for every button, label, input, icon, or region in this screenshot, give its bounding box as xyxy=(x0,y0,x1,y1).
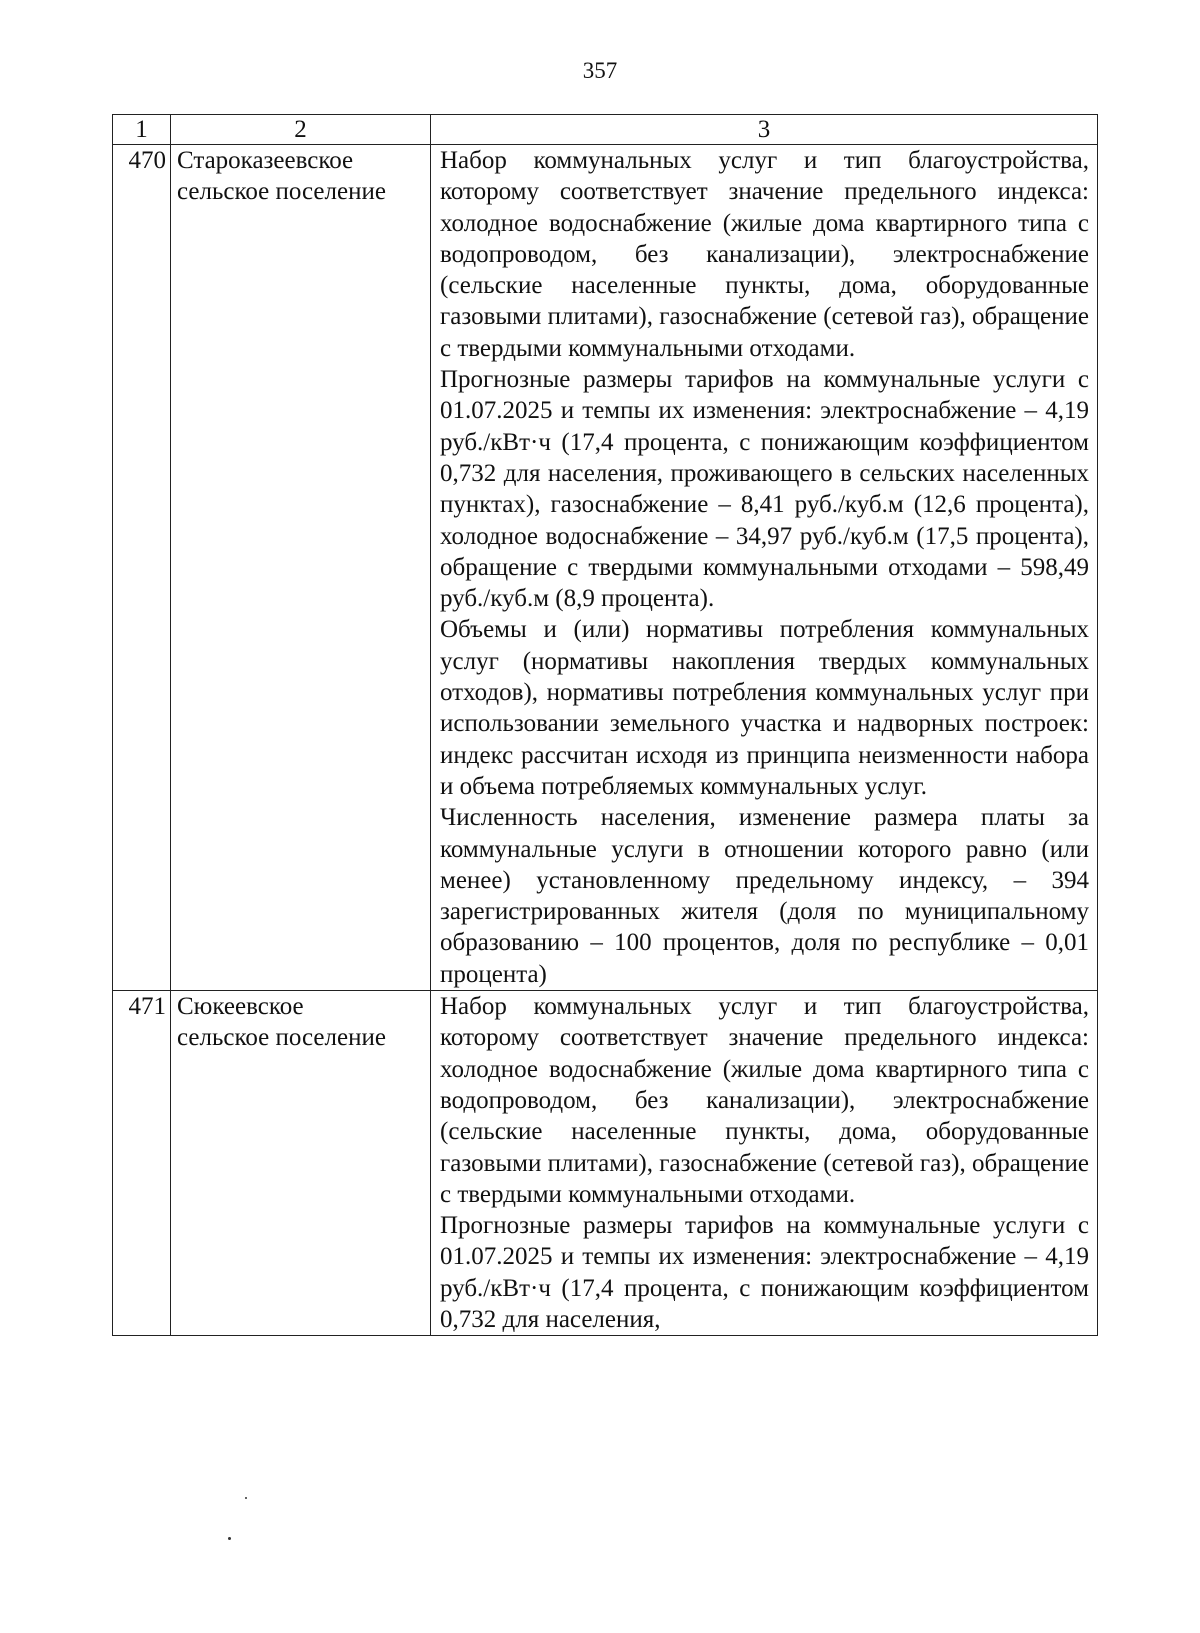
municipality-name-line-1: Сюкеевское xyxy=(177,993,304,1021)
column-header-1: 1 xyxy=(113,115,171,145)
tariffs-paragraph: Прогнозные размеры тарифов на коммунальные услуги с 01.07.2025 и темпы их изменения: электроснабжение – 4,19 руб./кВт·ч (17,4 процента, с понижающим коэффициентом 0,732 для населения, xyxy=(440,1212,1089,1333)
column-header-3: 3 xyxy=(431,115,1098,145)
description-cell xyxy=(431,991,1098,1336)
population-paragraph: Численность населения, изменение размера платы за коммунальные услуги в отношении которого равно (или менее) установленному предельному индексу, – 394 зарегистрированных жителя (доля по муниципальному образованию – 100 процентов, доля по республике – 0,01 процента) xyxy=(440,804,1089,988)
services-paragraph: Набор коммунальных услуг и тип благоустройства, которому соответствует значение предельного индекса: холодное водоснабжение (жилые дома квартирного типа с водопроводом, без канализации), электроснабжение (сельские населенные пункты, дома, оборудованные газовыми плитами), газоснабжение (сетевой газ), обращение с твердыми коммунальными отходами. xyxy=(440,993,1089,1208)
services-paragraph: Набор коммунальных услуг и тип благоустройства, которому соответствует значение предельного индекса: холодное водоснабжение (жилые дома квартирного типа с водопроводом, без канализации), электроснабжение (сельские населенные пункты, дома, оборудованные газовыми плитами), газоснабжение (сетевой газ), обращение с твердыми коммунальными отходами. xyxy=(440,147,1089,362)
column-header-2: 2 xyxy=(171,115,431,145)
municipality-name-line-2: сельское поселение xyxy=(177,1024,386,1052)
description-cell xyxy=(431,145,1098,991)
norms-paragraph: Объемы и (или) нормативы потребления коммунальных услуг (нормативы накопления твердых коммунальных отходов), нормативы потребления коммунальных услуг при использовании земельного участка и надворных построек: индекс рассчитан исходя из принципа неизменности набора и объема потребляемых коммунальных услуг. xyxy=(440,616,1089,800)
municipality-name xyxy=(171,145,431,991)
table-header-row xyxy=(113,115,1098,145)
tariffs-paragraph: Прогнозные размеры тарифов на коммунальные услуги с 01.07.2025 и темпы их изменения: электроснабжение – 4,19 руб./кВт·ч (17,4 процента, с понижающим коэффициентом 0,732 для населения, проживающего в сельских населенных пунктах), газоснабжение – 8,41 руб./куб.м (12,6 процента), холодное водоснабжение – 34,97 руб./куб.м (17,5 процента), обращение с твердыми коммунальными отходами – 598,49 руб./куб.м (8,9 процента). xyxy=(440,366,1089,613)
row-number: 470 xyxy=(113,145,171,991)
table-row xyxy=(113,991,1098,1336)
scan-artifact-dot xyxy=(245,1497,247,1499)
municipality-name-line-1: Староказеевское xyxy=(177,147,354,174)
page-number: 357 xyxy=(582,58,618,83)
municipality-name-line-2: сельское поселение xyxy=(177,178,386,206)
table-row xyxy=(113,145,1098,991)
row-number: 471 xyxy=(113,991,171,1336)
scan-artifact-dot xyxy=(228,1537,231,1540)
tariff-table xyxy=(112,114,1098,1336)
municipality-name xyxy=(171,991,431,1336)
